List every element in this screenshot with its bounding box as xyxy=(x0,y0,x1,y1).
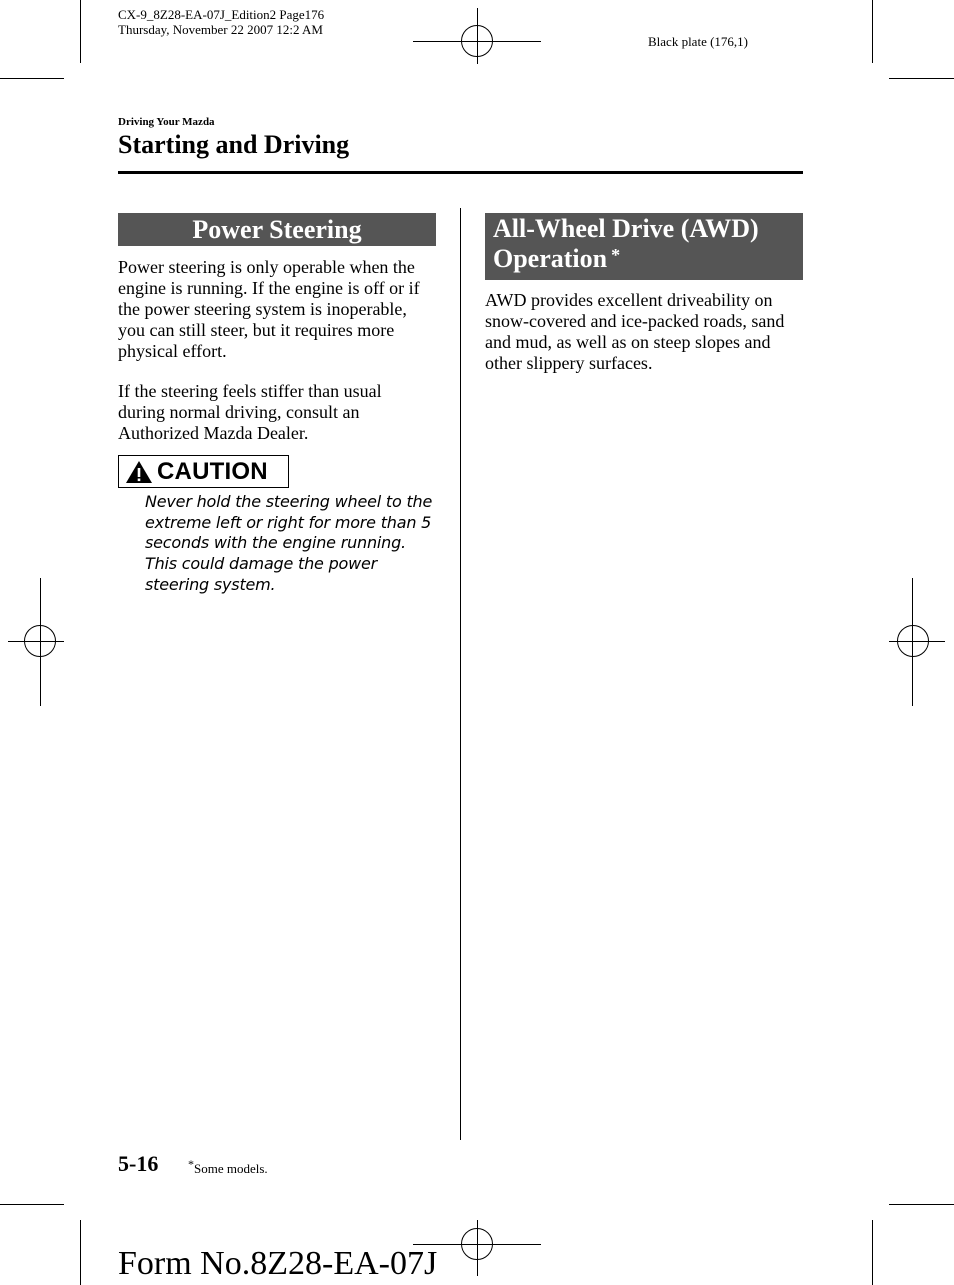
warning-triangle-icon xyxy=(125,460,153,484)
text-line: Authorized Mazda Dealer. xyxy=(118,423,309,443)
caution-text xyxy=(145,492,445,596)
awd-heading xyxy=(485,213,803,280)
text-line: This could damage the power xyxy=(145,554,378,574)
text-line: other slippery surfaces. xyxy=(485,353,653,373)
awd-heading-line-1: All-Wheel Drive (AWD) xyxy=(493,214,759,243)
column-divider xyxy=(460,208,461,1140)
chapter-title: Starting and Driving xyxy=(118,130,350,159)
header-rule xyxy=(118,171,803,174)
awd-heading-line-2: Operation xyxy=(493,244,608,273)
text-line: snow-covered and ice-packed roads, sand xyxy=(485,311,785,331)
some-models-marker: * xyxy=(611,245,621,265)
text-line: seconds with the engine running. xyxy=(145,533,406,553)
text-line: AWD provides excellent driveability on xyxy=(485,290,773,310)
text-line: the power steering system is inoperable, xyxy=(118,299,407,319)
print-timestamp: Thursday, November 22 2007 12:2 AM xyxy=(118,22,323,37)
plate-label: Black plate (176,1) xyxy=(648,34,748,49)
print-job-line: CX-9_8Z28-EA-07J_Edition2 Page176 xyxy=(118,7,325,22)
power-steering-paragraph-2 xyxy=(118,381,448,444)
text-line: extreme left or right for more than 5 xyxy=(145,512,432,532)
power-steering-heading xyxy=(118,213,436,246)
text-line: steering system. xyxy=(145,574,276,594)
text-line: Power steering is only operable when the xyxy=(118,257,415,277)
form-number: Form No.8Z28-EA-07J xyxy=(118,1245,438,1282)
text-line: during normal driving, consult an xyxy=(118,402,360,422)
power-steering-heading-text: Power Steering xyxy=(192,215,362,244)
caution-box xyxy=(118,455,289,488)
text-line: you can still steer, but it requires more xyxy=(118,320,395,340)
caution-label: CAUTION xyxy=(157,457,268,485)
power-steering-paragraph-1 xyxy=(118,257,448,362)
text-line: and mud, as well as on steep slopes and xyxy=(485,332,771,352)
section-label: Driving Your Mazda xyxy=(118,116,215,128)
text-line: physical effort. xyxy=(118,341,227,361)
text-line: engine is running. If the engine is off or if xyxy=(118,278,420,298)
footnote xyxy=(188,1157,268,1177)
footnote-marker: * xyxy=(188,1157,194,1171)
text-line: If the steering feels stiffer than usual xyxy=(118,381,382,401)
footnote-text: Some models. xyxy=(194,1161,268,1176)
page-number: 5-16 xyxy=(118,1151,159,1176)
text-line: Never hold the steering wheel to the xyxy=(145,492,433,511)
awd-paragraph xyxy=(485,290,815,374)
